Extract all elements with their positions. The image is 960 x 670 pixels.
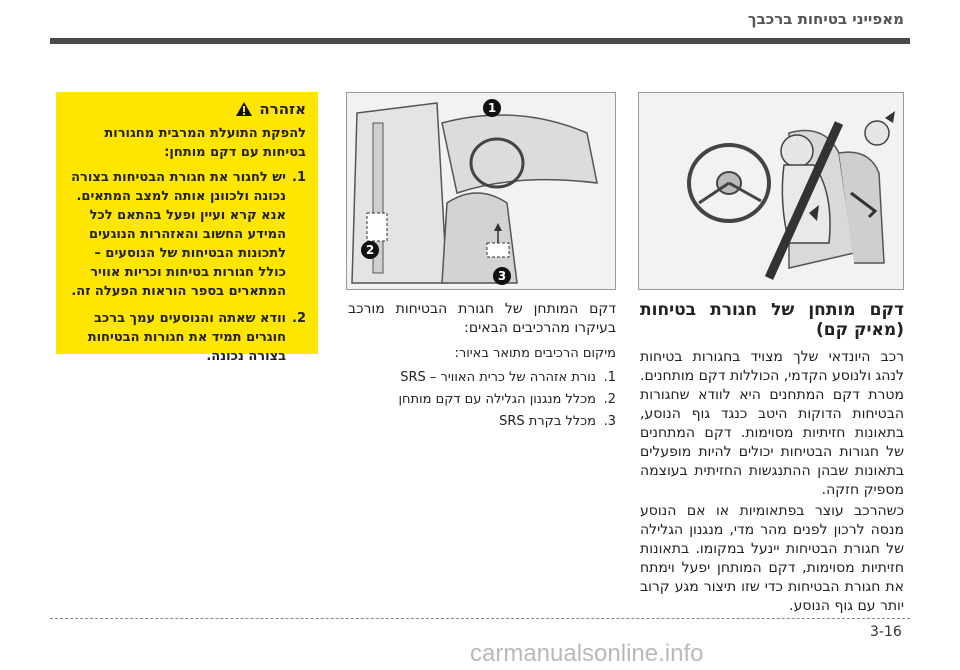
callout-1: 1 [483,99,501,117]
section-paragraph-1: רכב היונדאי שלך מצויד בחגורות בטיחות לנהג ולנוסע הקדמי, הכוללות דקם מותחנים. מטרת דקם המתחנים היא לוודא שחגורות הבטיחות הדוקות היטב כנגד גוף הנוסע, בתאונות חזיתיות מסוימות. דקם המתחנים של חגורות הבטיחות יכולים להיות מופעלים בתאונות שבהן ההתנגשות החזיתית בעוצמה מספיק חזקה. [640,349,904,498]
components-intro: מיקום הרכיבים מתואר באיור: [454,346,616,361]
warning-heading [68,100,306,118]
footer-rule [50,618,910,619]
section-paragraph-2: כשהרכב עוצר בפתאומיות או אם הנוסע מנסה לרכון לפנים מהר מדי, מנגנון הגלילה של חגורת הבטיחות יינעל במקומו. בתאונות חזיתיות מסוימות, דקם המותחן יפעל וימתח את חגורת הבטיחות כדי שזו תיצור מגע קרוב יותר עם גוף הנוסע. [640,503,904,614]
header-rule [50,38,910,44]
legend-num: 1. [603,370,616,385]
legend-text: נורת אזהרה של כרית האוויר – SRS [400,370,596,385]
callout-3: 3 [493,267,511,285]
legend-item [348,367,616,389]
components-column [348,92,616,433]
page-number: 3-16 [870,624,902,640]
components-caption: דקם המותחן של חגורת הבטיחות מורכב בעיקרו מהרכיבים הבאים: [348,301,616,336]
legend-item [348,411,616,433]
warning-item-num: 1. [292,170,306,185]
warning-intro: להפקת התועלת המרבית מחגורות בטיחות עם דקם מותחן: [104,126,306,160]
main-column [640,92,904,618]
components-illustration [346,92,616,290]
callout-2: 2 [361,241,379,259]
watermark: carmanualsonline.info [470,640,704,667]
legend-item [348,389,616,411]
legend-text: מכלל בקרת SRS [499,414,596,429]
legend-num: 3. [603,414,616,429]
header-title: מאפייני בטיחות ברכבך [747,10,904,28]
components-legend [348,367,616,433]
seat-belt-illustration [638,92,904,290]
legend-num: 2. [603,392,616,407]
warning-title: אזהרה [259,100,306,118]
warning-item-text: יש לחגור את חגורת הבטיחות בצורה נכונה ולכוונן אותה למצב המתאים. אנא קרא ועיין ופעל בהתאם לכל המידע החשוב והאזהרות הנוגעים לתכונות הבטיחות של הנוסעים – כולל חגורות בטיחות וכריות אוויר המתארים בספר הוראות הפעלה זה. [71,170,286,299]
section-title: דקם מותחן של חגורת בטיחות (מאיק קם) [640,300,904,340]
warning-triangle-icon [235,101,253,117]
warning-item [68,168,306,301]
legend-text: מכלל מנגנון הגלילה עם דקם מותחן [398,392,596,407]
warning-item-num: 2. [292,311,306,326]
warning-item-text: וודא שאתה והנוסעים עמך ברכב חוגרים תמיד את חגורות הבטיחות בצורה נכונה. [87,311,286,364]
warning-box [56,92,318,364]
warning-item [68,309,306,366]
